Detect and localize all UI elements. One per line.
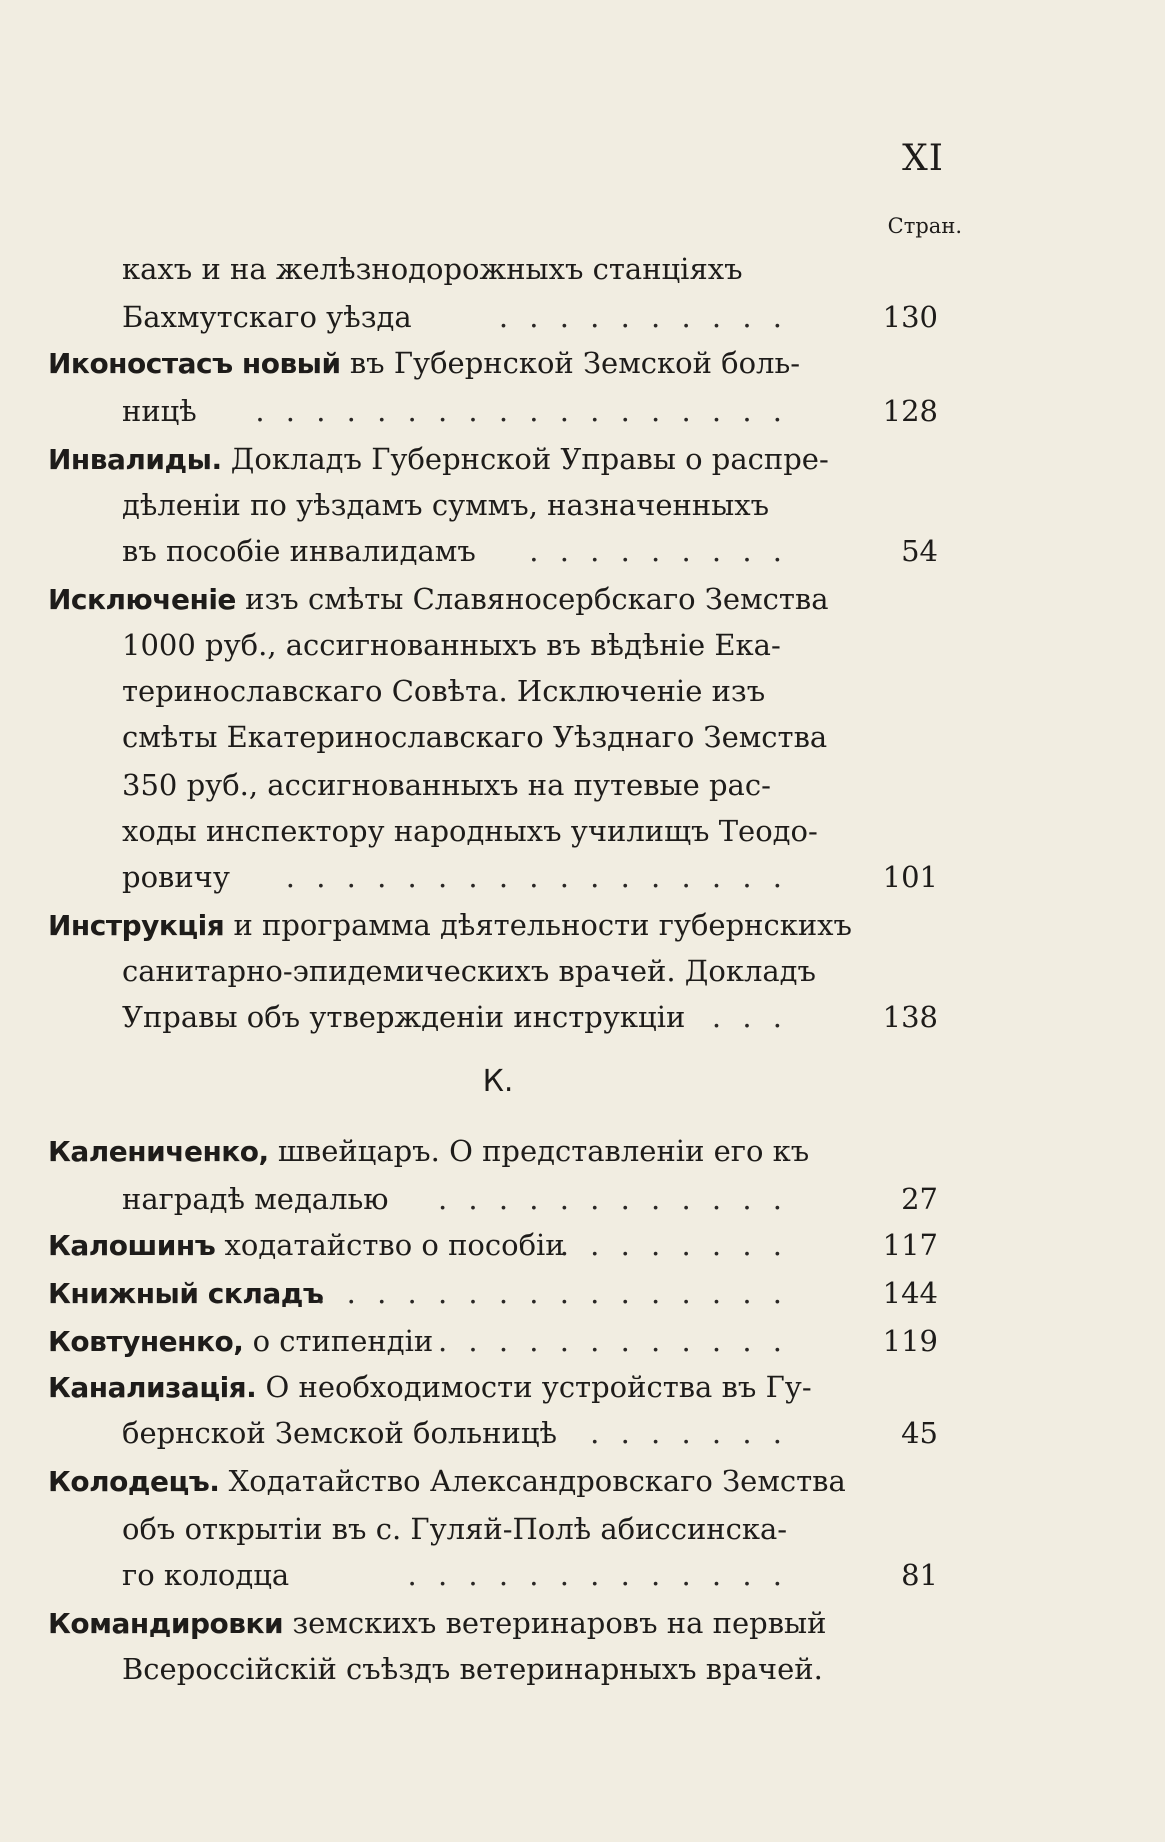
leader-dots: . . . . . . . . . . . . . . . . . (285, 1276, 788, 1310)
entry-description: наградѣ медалью (122, 1182, 389, 1216)
entry-text (48, 1222, 565, 1269)
entry-text (122, 1506, 787, 1552)
entry-description: изъ смѣты Славяносербскаго Земства (235, 582, 829, 616)
leader-dots: . . . . . . . . . . . . (437, 1182, 788, 1216)
index-line (48, 576, 938, 622)
entry-description: теринославскаго Совѣта. Исключеніе изъ (122, 674, 766, 708)
index-line (48, 668, 938, 714)
entry-description: ровичу (122, 860, 230, 894)
leader-dots: . . . . . . . . . . . . (437, 1324, 788, 1358)
entry-text (122, 762, 771, 808)
index-line (48, 528, 938, 574)
entry-description: 1000 руб., ассигнованныхъ въ вѣдѣніе Ека- (122, 628, 781, 662)
entry-term: Книжный складъ (48, 1277, 324, 1310)
entry-page-number: 128 (882, 394, 938, 428)
column-header: Стран. (887, 214, 962, 238)
leader-dots: . . . (711, 1000, 788, 1034)
entry-description: ходы инспектору народныхъ училищъ Теодо- (122, 814, 818, 848)
index-line (48, 1600, 938, 1646)
index-line (48, 1646, 938, 1692)
entry-description: дѣленіи по уѣздамъ суммъ, назначенныхъ (122, 488, 770, 522)
entry-page-number: 130 (882, 300, 938, 334)
entry-description: бернской Земской больницѣ (122, 1416, 557, 1450)
entry-text (122, 246, 743, 292)
index-line (48, 388, 938, 434)
index-line (48, 1176, 938, 1222)
index-line (48, 1270, 938, 1316)
entry-term: Командировки (48, 1607, 284, 1640)
index-line (48, 1458, 938, 1504)
entry-page-number: 27 (901, 1182, 938, 1216)
entry-description: Бахмутскаго уѣзда (122, 300, 412, 334)
index-line (48, 714, 938, 760)
entry-text (48, 902, 852, 949)
entry-description: земскихъ ветеринаровъ на первый (283, 1606, 827, 1640)
entry-text (122, 388, 197, 434)
entry-text (122, 294, 412, 340)
entry-text (122, 482, 769, 528)
leader-dots: . . . . . . . . . . . . . (407, 1558, 788, 1592)
entry-text (122, 1646, 823, 1692)
index-line (48, 762, 938, 808)
entry-page-number: 144 (882, 1276, 938, 1310)
entry-page-number: 54 (901, 534, 938, 568)
section-letter: К. (482, 1064, 514, 1099)
leader-dots: . . . . . . . . (559, 1228, 788, 1262)
entry-description: Всероссійскій съѣздъ ветеринарныхъ врачей. (122, 1652, 823, 1686)
index-line (48, 436, 938, 482)
entry-text (122, 1176, 389, 1222)
leader-dots: . . . . . . . (590, 1416, 788, 1450)
index-line (48, 994, 938, 1040)
entry-term: Исключеніе (48, 583, 236, 616)
entry-description: въ Губернской Земской боль- (340, 346, 801, 380)
index-line (48, 340, 938, 386)
entry-text (122, 622, 781, 668)
entry-page-number: 101 (882, 860, 938, 894)
entry-term: Колодецъ. (48, 1465, 220, 1498)
entry-term: Иконостасъ новый (48, 347, 341, 380)
leader-dots: . . . . . . . . . . . . . . . . . (285, 860, 788, 894)
entry-description: смѣты Екатеринославскаго Уѣзднаго Земства (122, 720, 828, 754)
entry-description: 350 руб., ассигнованныхъ на путевые рас- (122, 768, 771, 802)
index-line (48, 1410, 938, 1456)
index-line (48, 1506, 938, 1552)
index-line (48, 854, 938, 900)
entry-text (48, 340, 800, 387)
entry-description: и программа дѣятельности губернскихъ (224, 908, 852, 942)
entry-text (48, 1128, 809, 1175)
entry-term: Калениченко, (48, 1135, 269, 1168)
entry-text (48, 1318, 433, 1365)
leader-dots: . . . . . . . . . (529, 534, 788, 568)
entry-text (122, 528, 476, 574)
index-line (48, 482, 938, 528)
entry-description: Управы объ утвержденіи инструкціи (122, 1000, 686, 1034)
entry-description: ходатайство о пособіи (215, 1228, 565, 1262)
entry-text (122, 668, 765, 714)
index-line (48, 808, 938, 854)
entry-term: Ковтуненко, (48, 1325, 244, 1358)
entry-text (122, 808, 818, 854)
entry-term: Канализація. (48, 1371, 257, 1404)
entry-description: санитарно-эпидемическихъ врачей. Докладъ (122, 954, 816, 988)
entry-page-number: 117 (882, 1228, 938, 1262)
entry-term: Инструкція (48, 909, 225, 942)
entry-text (48, 576, 829, 623)
index-line (48, 1552, 938, 1598)
entry-text (48, 436, 829, 483)
index-line (48, 1222, 938, 1268)
index-line (48, 1128, 938, 1174)
entry-description: кахъ и на желѣзнодорожныхъ станціяхъ (122, 252, 743, 286)
entry-description: въ пособіе инвалидамъ (122, 534, 476, 568)
entry-page-number: 81 (901, 1558, 938, 1592)
leader-dots: . . . . . . . . . . . . . . . . . . (255, 394, 788, 428)
entry-description: го колодца (122, 1558, 290, 1592)
entry-text (122, 948, 816, 994)
leader-dots: . . . . . . . . . . (498, 300, 788, 334)
entry-description: Докладъ Губернской Управы о распре- (221, 442, 829, 476)
entry-page-number: 45 (901, 1416, 938, 1450)
index-line (48, 294, 938, 340)
entry-page-number: 138 (882, 1000, 938, 1034)
entry-text (48, 1600, 826, 1647)
index-line (48, 948, 938, 994)
entry-text (48, 1270, 323, 1317)
entry-text (122, 994, 685, 1040)
entry-text (122, 1552, 289, 1598)
entry-term: Инвалиды. (48, 443, 222, 476)
entry-description: объ открытіи въ с. Гуляй-Полѣ абиссинска- (122, 1512, 788, 1546)
entry-description: О необходимости устройства въ Гу- (256, 1370, 812, 1404)
index-line (48, 1364, 938, 1410)
entry-description: ницѣ (122, 394, 197, 428)
entry-text (48, 1364, 812, 1411)
entry-text (48, 1458, 846, 1505)
entry-description: Ходатайство Александровскаго Земства (219, 1464, 846, 1498)
entry-term: Калошинъ (48, 1229, 216, 1262)
entry-text (122, 714, 827, 760)
index-line (48, 902, 938, 948)
entry-page-number: 119 (882, 1324, 938, 1358)
entry-text (122, 1410, 557, 1456)
index-line (48, 246, 938, 292)
entry-text (122, 854, 230, 900)
entry-description: о стипендіи (243, 1324, 434, 1358)
entry-description: швейцаръ. О представленіи его къ (268, 1134, 810, 1168)
index-line (48, 1318, 938, 1364)
index-line (48, 622, 938, 668)
page-number: XI (902, 138, 944, 179)
